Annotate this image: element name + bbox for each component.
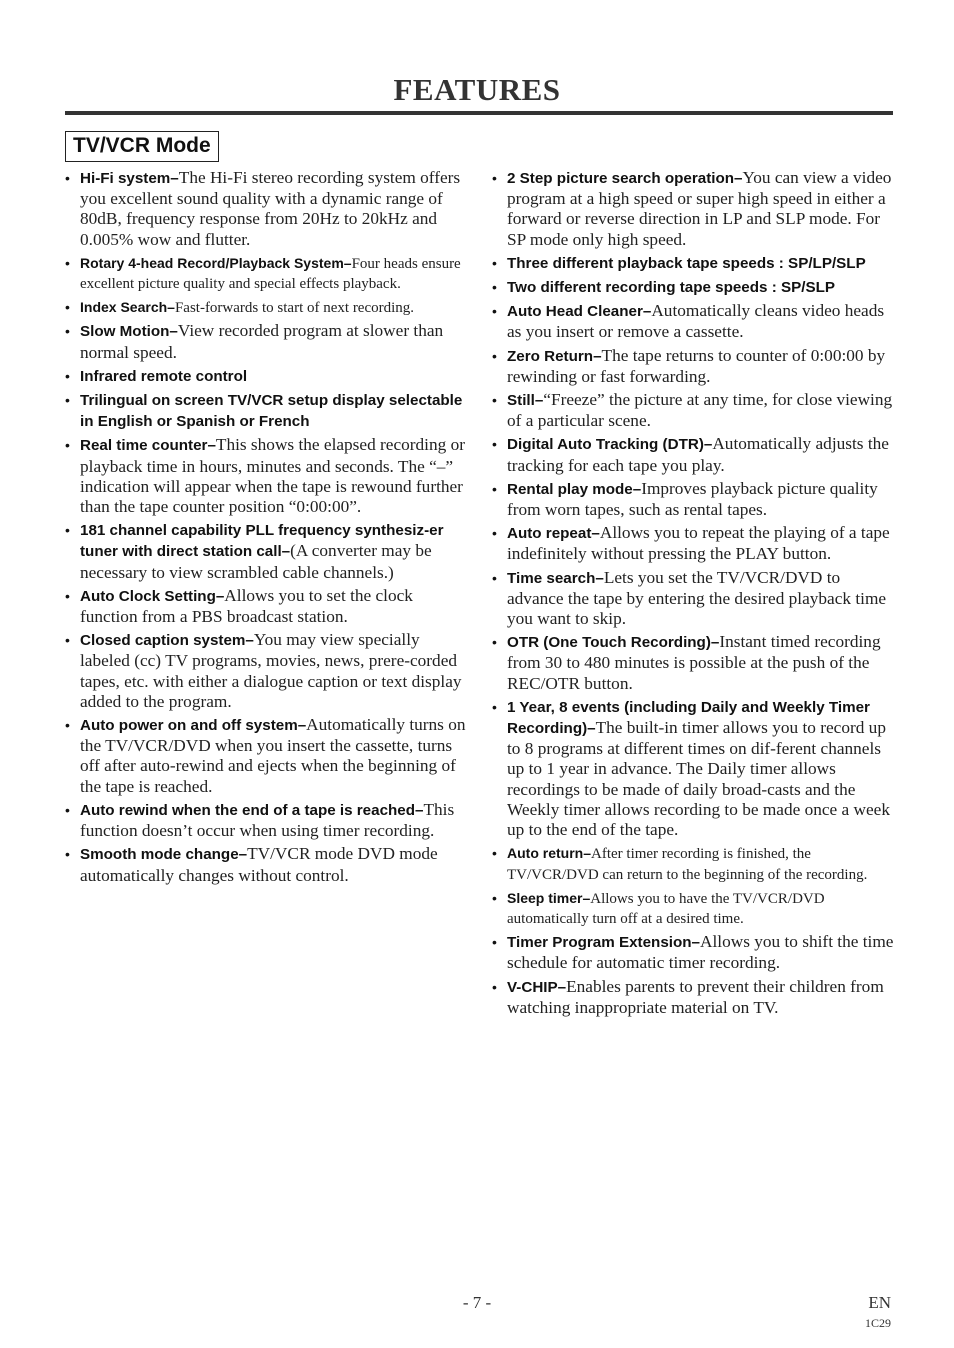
feature-term: Time search– bbox=[507, 569, 604, 587]
feature-item bbox=[489, 523, 895, 564]
feature-term: Sleep timer– bbox=[507, 889, 591, 906]
feature-term: Rotary 4-head Record/Playback System– bbox=[80, 254, 352, 271]
feature-term: Infrared remote control bbox=[80, 367, 248, 385]
feature-item bbox=[489, 888, 895, 929]
feature-description: The Hi-Fi stereo recording system offers you excellent sound quality with a dynamic range of 80dB, frequency response from 20Hz to 20kHz and 0.005% wow and flutter. bbox=[80, 168, 461, 249]
title-rule bbox=[65, 111, 893, 115]
feature-description: Instant timed recording from 30 to 480 minutes is possible at the push of the REC/OTR button. bbox=[507, 632, 881, 693]
feature-item bbox=[489, 277, 895, 298]
language-code: EN bbox=[868, 1293, 891, 1312]
feature-term: Three different playback tape speeds : SP/LP/SLP bbox=[507, 254, 866, 272]
feature-item bbox=[62, 168, 467, 250]
feature-term: V-CHIP– bbox=[507, 978, 567, 996]
feature-description: Four heads ensure excellent picture quality and special effects playback. bbox=[80, 255, 461, 293]
feature-description: Enables parents to prevent their children from watching inappropriate material on TV. bbox=[507, 976, 884, 1017]
feature-description: (A converter may be necessary to view scrambled cable channels.) bbox=[80, 541, 432, 582]
feature-term: Two different recording tape speeds : SP/SLP bbox=[507, 279, 835, 297]
feature-term: OTR (One Touch Recording)– bbox=[507, 634, 720, 652]
feature-term: Auto Clock Setting– bbox=[80, 587, 225, 605]
feature-item bbox=[62, 520, 467, 583]
feature-item bbox=[62, 253, 467, 294]
feature-term: Auto rewind when the end of a tape is reached– bbox=[80, 801, 424, 819]
feature-description: View recorded program at slower than normal speed. bbox=[80, 321, 444, 362]
feature-item bbox=[489, 168, 895, 250]
feature-term: Trilingual on screen TV/VCR setup display selectable in English or Spanish or French bbox=[80, 392, 463, 431]
section-heading: TV/VCR Mode bbox=[65, 131, 219, 162]
left-feature-list bbox=[62, 168, 467, 889]
feature-description: Allows you to repeat the playing of a tape indefinitely without pressing the PLAY button. bbox=[507, 523, 890, 564]
page-number: - 7 - bbox=[462, 1293, 492, 1312]
feature-item bbox=[489, 253, 895, 274]
feature-description: Automatically cleans video heads as you insert or remove a cassette. bbox=[507, 301, 885, 342]
feature-term: Auto return– bbox=[507, 845, 591, 862]
feature-item bbox=[489, 434, 895, 475]
feature-description: This shows the elapsed recording or playback time in hours, minutes and seconds. The “–” indication will appear when the tape is rewound further than the tape counter position “0:00:00”. bbox=[80, 435, 465, 517]
feature-item bbox=[62, 715, 467, 797]
feature-term: Timer Program Extension– bbox=[507, 934, 701, 952]
feature-description: This function doesn’t occur when using timer recording. bbox=[80, 799, 455, 841]
feature-item bbox=[62, 586, 467, 627]
feature-description: Allows you to set the clock function from a PBS broadcast station. bbox=[80, 585, 413, 627]
feature-item bbox=[62, 435, 467, 517]
feature-term: Slow Motion– bbox=[80, 323, 178, 341]
feature-description: After timer recording is finished, the TV/VCR/DVD can return to the beginning of the recording. bbox=[507, 846, 868, 883]
feature-item bbox=[489, 346, 895, 387]
feature-term: Auto Head Cleaner– bbox=[507, 303, 652, 321]
feature-item bbox=[489, 697, 895, 840]
feature-term: 2 Step picture search operation– bbox=[507, 170, 743, 187]
feature-item bbox=[62, 366, 467, 387]
feature-description: You can view a video program at a high speed or super high speed in either a forward or reverse direction in LP and SLP mode. For SP mode only high speed. bbox=[507, 168, 892, 249]
feature-term: Digital Auto Tracking (DTR)– bbox=[507, 436, 713, 454]
feature-term: Auto power on and off system– bbox=[80, 717, 307, 735]
feature-term: Zero Return– bbox=[507, 347, 602, 365]
feature-item bbox=[489, 301, 895, 342]
feature-term: 1 Year, 8 events (including Daily and Weekly Timer Recording)– bbox=[507, 698, 870, 738]
feature-term: Hi-Fi system– bbox=[80, 170, 179, 187]
feature-term: 181 channel capability PLL frequency synthesiz-er tuner with direct station call– bbox=[80, 522, 444, 561]
feature-description: The tape returns to counter of 0:00:00 by rewinding or fast forwarding. bbox=[507, 345, 886, 386]
feature-description: Automatically adjusts the tracking for each tape you play. bbox=[507, 434, 889, 475]
feature-item bbox=[62, 297, 467, 318]
feature-term: Still– bbox=[507, 392, 544, 410]
feature-term: Closed caption system– bbox=[80, 632, 254, 650]
feature-item bbox=[62, 630, 467, 712]
feature-item bbox=[62, 321, 467, 362]
feature-term: Rental play mode– bbox=[507, 480, 642, 498]
feature-item bbox=[489, 479, 895, 520]
feature-item bbox=[62, 844, 467, 885]
page-title: FEATURES bbox=[393, 72, 561, 107]
feature-description: Allows you to shift the time schedule for automatic timer recording. bbox=[507, 932, 894, 973]
feature-description: The built-in timer allows you to record up to 8 programs at different times on dif-ferent channels up to 1 year in advance. The Daily timer allows recordings to be made of daily broad-casts and the Weekly timer allows recording to be made once a week up to the end of the tape. bbox=[507, 718, 890, 840]
feature-item bbox=[62, 800, 467, 841]
feature-item bbox=[489, 568, 895, 630]
feature-description: TV/VCR mode DVD mode automatically changes without control. bbox=[80, 844, 438, 885]
feature-description: Fast-forwards to start of next recording. bbox=[174, 300, 415, 317]
feature-description: Improves playback picture quality from worn tapes, such as rental tapes. bbox=[507, 478, 878, 520]
feature-item bbox=[489, 390, 895, 431]
feature-item bbox=[62, 390, 467, 432]
feature-item bbox=[489, 932, 895, 973]
feature-description: You may view specially labeled (cc) TV programs, movies, news, prere-corded tapes, etc. with either a dialogue caption or text display added to the program. bbox=[80, 630, 462, 711]
feature-description: “Freeze” the picture at any time, for close viewing of a particular scene. bbox=[507, 390, 893, 431]
feature-term: Auto repeat– bbox=[507, 525, 600, 543]
feature-term: Smooth mode change– bbox=[80, 846, 248, 864]
feature-item bbox=[489, 977, 895, 1018]
feature-term: Index Search– bbox=[80, 299, 175, 316]
feature-item bbox=[489, 843, 895, 884]
document-code: 1C29 bbox=[864, 1316, 891, 1330]
feature-description: Automatically turns on the TV/VCR/DVD when you insert the cassette, turns off after auto-rewind and ejects when the beginning of the tape is reached. bbox=[80, 715, 466, 796]
feature-description: Lets you set the TV/VCR/DVD to advance the tape by entering the desired playback time you want to skip. bbox=[507, 567, 887, 629]
feature-term: Real time counter– bbox=[80, 437, 216, 455]
feature-description: Allows you to have the TV/VCR/DVD automatically turn off at a desired time. bbox=[507, 890, 825, 927]
right-feature-list bbox=[489, 168, 895, 1021]
feature-item bbox=[489, 632, 895, 694]
